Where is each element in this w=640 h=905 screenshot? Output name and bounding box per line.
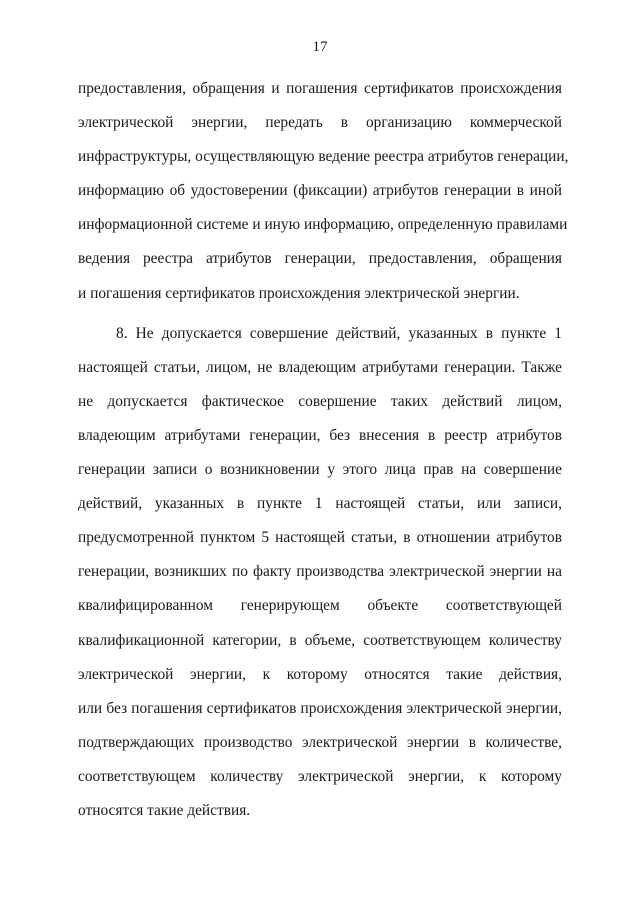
text-line: ведения реестра атрибутов генерации, предоставления, обращения — [78, 250, 562, 268]
text-line: 8. Не допускается совершение действий, указанных в пункте 1 — [116, 324, 562, 342]
text-line: действий, указанных в пункте 1 настоящей статьи, или записи, — [78, 495, 562, 513]
text-line: и погашения сертификатов происхождения электрической энергии. — [78, 284, 520, 302]
document-body — [78, 72, 569, 828]
text-line: генерации, возникших по факту производства электрической энергии на — [78, 563, 562, 581]
paragraph-item-8 — [78, 317, 562, 828]
text-line: квалифицированном генерирующем объекте соответствующей — [78, 597, 562, 615]
text-line: инфраструктуры, осуществляющую ведение реестра атрибутов генерации, — [78, 148, 569, 166]
page-number: 17 — [312, 39, 328, 55]
text-line: соответствующем количеству электрической энергии, к которому — [78, 767, 562, 785]
text-line: настоящей статьи, лицом, не владеющим атрибутами генерации. Также — [78, 358, 562, 376]
text-line: предусмотренной пунктом 5 настоящей статьи, в отношении атрибутов — [78, 529, 562, 547]
text-line: электрической энергии, передать в организацию коммерческой — [78, 114, 562, 132]
text-line: относятся такие действия. — [78, 801, 251, 819]
paragraph-continuation — [78, 72, 569, 311]
text-line: генерации записи о возникновении у этого лица прав на совершение — [78, 461, 562, 479]
text-line: или без погашения сертификатов происхождения электрической энергии, — [78, 699, 562, 717]
text-line: предоставления, обращения и погашения сертификатов происхождения — [78, 80, 562, 97]
text-line: владеющим атрибутами генерации, без внесения в реестр атрибутов — [78, 426, 562, 444]
text-line: электрической энергии, к которому относятся такие действия, — [78, 665, 562, 683]
text-line: информацию об удостоверении (фиксации) атрибутов генерации в иной — [78, 182, 562, 200]
text-line: квалификационной категории, в объеме, соответствующем количеству — [78, 631, 562, 649]
text-line: подтверждающих производство электрической энергии в количестве, — [78, 733, 562, 751]
text-line: информационной системе и иную информацию, определенную правилами — [78, 216, 568, 234]
text-line: не допускается фактическое совершение таких действий лицом, — [78, 392, 562, 410]
